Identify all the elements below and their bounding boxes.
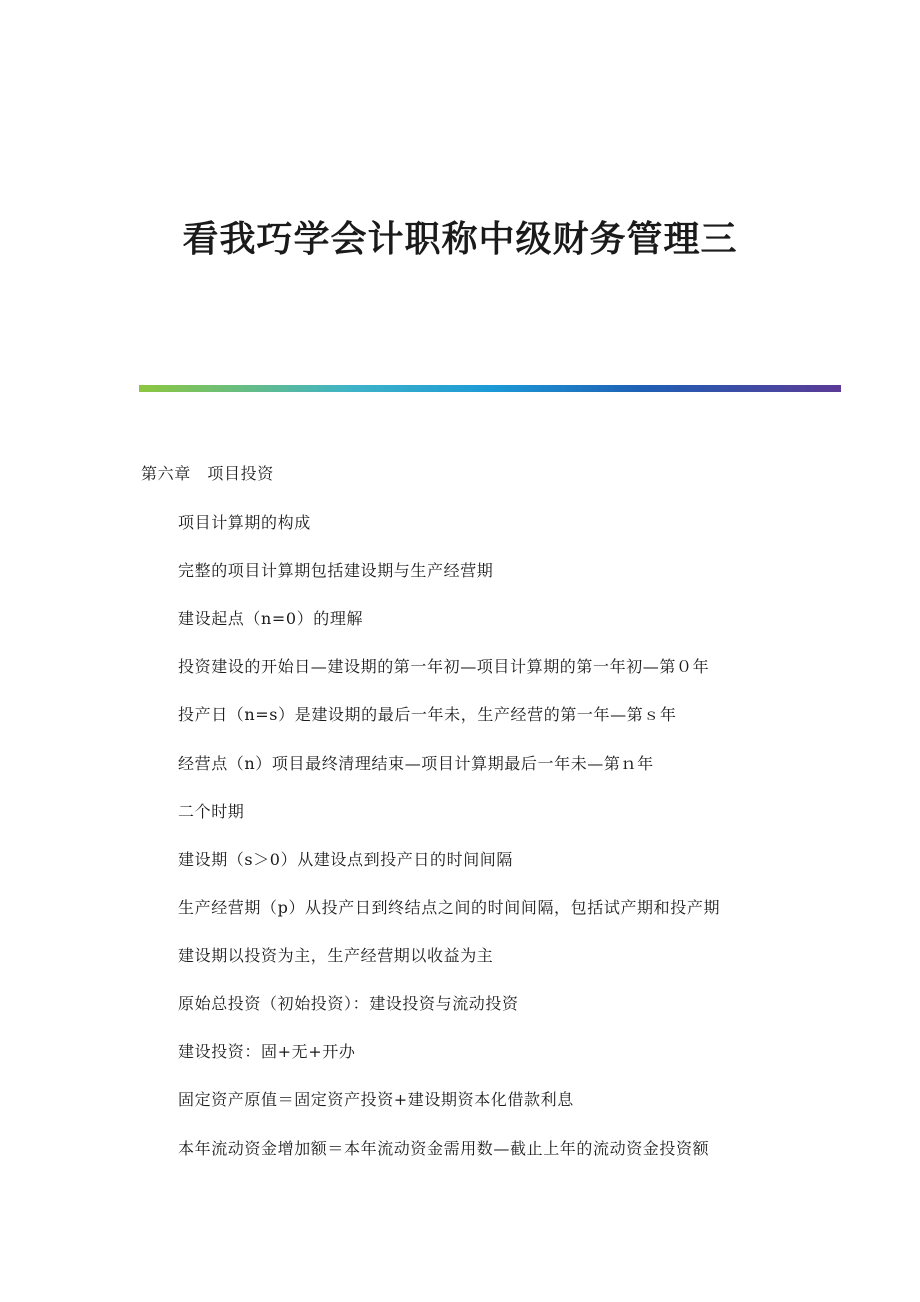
paragraph-line: 本年流动资金增加额＝本年流动资金需用数—截止上年的流动资金投资额: [178, 1139, 710, 1158]
paragraph-line: 生产经营期（p）从投产日到终结点之间的时间间隔，包括试产期和投产期: [178, 898, 721, 917]
paragraph-line: 完整的项目计算期包括建设期与生产经营期: [178, 561, 494, 580]
paragraph-line: 原始总投资（初始投资）：建设投资与流动投资: [178, 994, 519, 1013]
paragraph-line: 经营点（n）项目最终清理结束—项目计算期最后一年未—第ｎ年: [178, 754, 654, 773]
paragraph-line: 建设投资：固+无+开办: [178, 1042, 356, 1061]
paragraph-line: 二个时期: [178, 802, 245, 821]
paragraph-line: 项目计算期的构成: [178, 513, 311, 532]
document-title: 看我巧学会计职称中级财务管理三: [182, 218, 738, 260]
paragraph-line: 建设期（s＞0）从建设点到投产日的时间间隔: [178, 850, 513, 869]
chapter-heading: 第六章 项目投资: [141, 464, 274, 483]
paragraph-line: 投产日（n=s）是建设期的最后一年未，生产经营的第一年—第ｓ年: [178, 705, 677, 724]
paragraph-line: 固定资产原值＝固定资产投资+建设期资本化借款利息: [178, 1090, 574, 1109]
paragraph-line: 投资建设的开始日—建设期的第一年初—项目计算期的第一年初—第０年: [178, 657, 710, 676]
paragraph-line: 建设期以投资为主，生产经营期以收益为主: [178, 946, 494, 965]
title-divider: [139, 385, 841, 392]
paragraph-line: 建设起点（n=0）的理解: [178, 609, 364, 628]
